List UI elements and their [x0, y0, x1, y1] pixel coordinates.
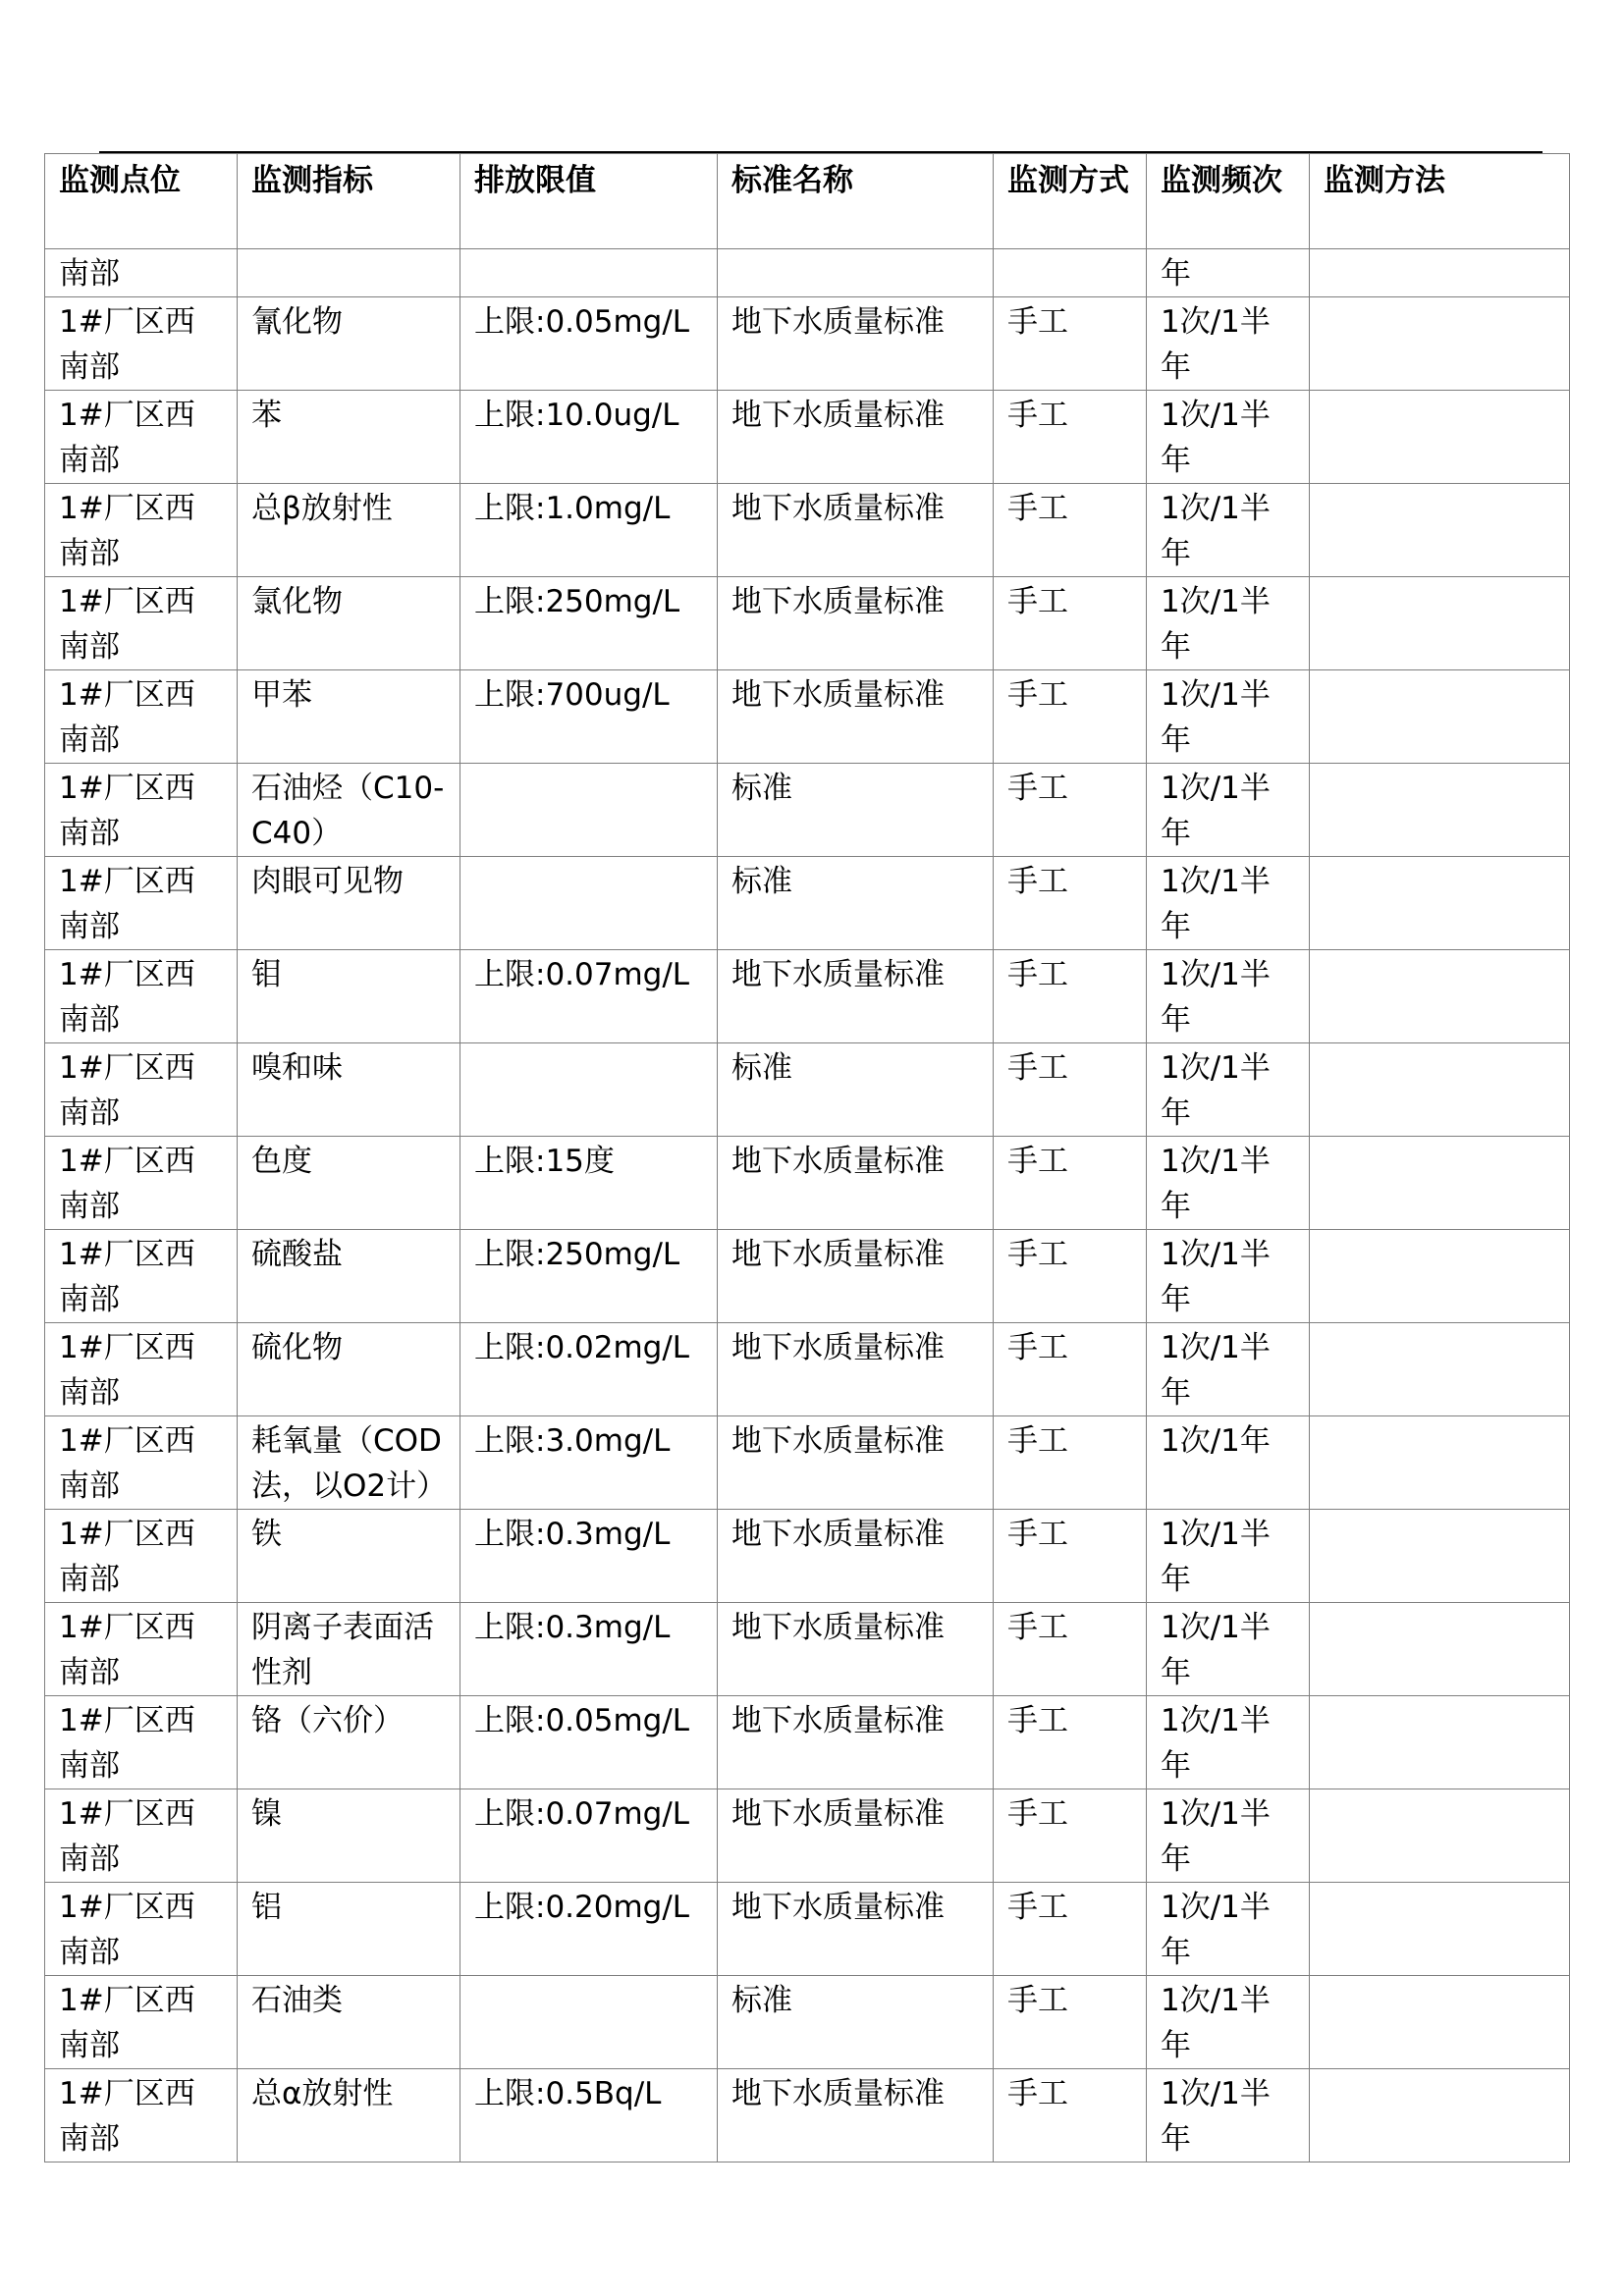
cell-monitoring-frequency: 1次/1半年 [1147, 1137, 1310, 1230]
table-row [45, 857, 1570, 950]
cell-monitoring-method [1310, 297, 1570, 391]
cell-monitoring-indicator: 嗅和味 [238, 1043, 460, 1137]
cell-monitoring-point: 1#厂区西南部 [45, 1696, 238, 1789]
cell-emission-limit: 上限:0.05mg/L [460, 1696, 718, 1789]
table-row [45, 950, 1570, 1043]
cell-standard-name: 地下水质量标准 [718, 1323, 994, 1416]
cell-monitoring-mode: 手工 [994, 670, 1147, 764]
cell-standard-name: 地下水质量标准 [718, 2069, 994, 2163]
table-row [45, 297, 1570, 391]
cell-monitoring-indicator: 铝 [238, 1883, 460, 1976]
table-row [45, 1789, 1570, 1883]
cell-monitoring-method [1310, 2069, 1570, 2163]
cell-emission-limit [460, 857, 718, 950]
cell-monitoring-point: 1#厂区西南部 [45, 1976, 238, 2069]
cell-standard-name: 地下水质量标准 [718, 1696, 994, 1789]
cell-monitoring-mode: 手工 [994, 1976, 1147, 2069]
cell-monitoring-mode: 手工 [994, 1603, 1147, 1696]
cell-monitoring-method [1310, 391, 1570, 484]
cell-monitoring-frequency: 1次/1半年 [1147, 1043, 1310, 1137]
cell-standard-name: 标准 [718, 1043, 994, 1137]
cell-emission-limit [460, 249, 718, 297]
cell-monitoring-frequency: 1次/1半年 [1147, 297, 1310, 391]
header-monitoring-frequency: 监测频次 [1147, 154, 1310, 249]
cell-monitoring-point: 1#厂区西南部 [45, 1043, 238, 1137]
cell-emission-limit: 上限:0.02mg/L [460, 1323, 718, 1416]
cell-standard-name: 地下水质量标准 [718, 1789, 994, 1883]
cell-monitoring-method [1310, 1416, 1570, 1510]
cell-monitoring-method [1310, 484, 1570, 577]
monitoring-table [44, 153, 1570, 2163]
table-row [45, 1603, 1570, 1696]
cell-monitoring-frequency: 1次/1半年 [1147, 2069, 1310, 2163]
cell-emission-limit [460, 764, 718, 857]
cell-monitoring-indicator: 耗氧量（COD法，以O2计） [238, 1416, 460, 1510]
cell-monitoring-point: 1#厂区西南部 [45, 1510, 238, 1603]
cell-emission-limit [460, 1043, 718, 1137]
cell-standard-name: 标准 [718, 857, 994, 950]
cell-emission-limit: 上限:0.3mg/L [460, 1510, 718, 1603]
table-row [45, 1510, 1570, 1603]
cell-emission-limit: 上限:10.0ug/L [460, 391, 718, 484]
cell-standard-name: 地下水质量标准 [718, 297, 994, 391]
header-monitoring-mode: 监测方式 [994, 154, 1147, 249]
cell-standard-name: 地下水质量标准 [718, 391, 994, 484]
cell-monitoring-indicator: 甲苯 [238, 670, 460, 764]
cell-monitoring-point: 1#厂区西南部 [45, 764, 238, 857]
table-row [45, 577, 1570, 670]
cell-standard-name: 地下水质量标准 [718, 1883, 994, 1976]
table-row [45, 1043, 1570, 1137]
cell-monitoring-indicator: 色度 [238, 1137, 460, 1230]
cell-monitoring-method [1310, 764, 1570, 857]
cell-standard-name: 地下水质量标准 [718, 1137, 994, 1230]
cell-monitoring-point: 1#厂区西南部 [45, 577, 238, 670]
cell-monitoring-frequency: 1次/1半年 [1147, 1230, 1310, 1323]
cell-emission-limit: 上限:0.07mg/L [460, 950, 718, 1043]
cell-emission-limit [460, 1976, 718, 2069]
cell-monitoring-frequency: 1次/1半年 [1147, 670, 1310, 764]
table-row [45, 391, 1570, 484]
table-row [45, 1883, 1570, 1976]
cell-monitoring-indicator: 总α放射性 [238, 2069, 460, 2163]
cell-monitoring-indicator: 镍 [238, 1789, 460, 1883]
cell-monitoring-indicator: 肉眼可见物 [238, 857, 460, 950]
table-row [45, 2069, 1570, 2163]
table-row-continuation [45, 249, 1570, 297]
cell-monitoring-mode: 手工 [994, 1883, 1147, 1976]
cell-monitoring-point: 1#厂区西南部 [45, 1416, 238, 1510]
cell-monitoring-indicator: 硫化物 [238, 1323, 460, 1416]
header-monitoring-method: 监测方法 [1310, 154, 1570, 249]
cell-monitoring-method [1310, 1137, 1570, 1230]
cell-monitoring-method [1310, 1510, 1570, 1603]
cell-monitoring-point: 1#厂区西南部 [45, 1789, 238, 1883]
cell-monitoring-point: 1#厂区西南部 [45, 1323, 238, 1416]
cell-monitoring-mode [994, 249, 1147, 297]
cell-emission-limit: 上限:0.3mg/L [460, 1603, 718, 1696]
cell-monitoring-point: 南部 [45, 249, 238, 297]
cell-monitoring-mode: 手工 [994, 1043, 1147, 1137]
table-header-row [45, 154, 1570, 249]
table-row [45, 1976, 1570, 2069]
cell-emission-limit: 上限:15度 [460, 1137, 718, 1230]
table-row [45, 1323, 1570, 1416]
cell-monitoring-indicator: 阴离子表面活性剂 [238, 1603, 460, 1696]
cell-monitoring-method [1310, 577, 1570, 670]
cell-monitoring-indicator: 氯化物 [238, 577, 460, 670]
cell-standard-name: 地下水质量标准 [718, 1603, 994, 1696]
table-row [45, 764, 1570, 857]
cell-monitoring-frequency: 1次/1半年 [1147, 857, 1310, 950]
cell-monitoring-frequency: 1次/1半年 [1147, 764, 1310, 857]
cell-monitoring-mode: 手工 [994, 297, 1147, 391]
table-row [45, 1696, 1570, 1789]
cell-standard-name [718, 249, 994, 297]
cell-emission-limit: 上限:250mg/L [460, 577, 718, 670]
cell-monitoring-mode: 手工 [994, 1696, 1147, 1789]
cell-monitoring-point: 1#厂区西南部 [45, 2069, 238, 2163]
cell-monitoring-method [1310, 857, 1570, 950]
cell-standard-name: 标准 [718, 1976, 994, 2069]
cell-monitoring-method [1310, 1789, 1570, 1883]
cell-monitoring-method [1310, 1603, 1570, 1696]
cell-monitoring-point: 1#厂区西南部 [45, 1137, 238, 1230]
cell-standard-name: 地下水质量标准 [718, 670, 994, 764]
cell-emission-limit: 上限:250mg/L [460, 1230, 718, 1323]
cell-emission-limit: 上限:0.07mg/L [460, 1789, 718, 1883]
cell-monitoring-mode: 手工 [994, 577, 1147, 670]
cell-monitoring-frequency: 1次/1半年 [1147, 950, 1310, 1043]
cell-monitoring-frequency: 1次/1半年 [1147, 1603, 1310, 1696]
cell-monitoring-point: 1#厂区西南部 [45, 1603, 238, 1696]
cell-monitoring-mode: 手工 [994, 484, 1147, 577]
cell-monitoring-indicator [238, 249, 460, 297]
cell-monitoring-mode: 手工 [994, 1789, 1147, 1883]
cell-monitoring-mode: 手工 [994, 1416, 1147, 1510]
cell-monitoring-frequency: 1次/1半年 [1147, 577, 1310, 670]
cell-standard-name: 地下水质量标准 [718, 484, 994, 577]
cell-monitoring-indicator: 石油烃（C10-C40） [238, 764, 460, 857]
cell-monitoring-method [1310, 950, 1570, 1043]
cell-monitoring-point: 1#厂区西南部 [45, 670, 238, 764]
cell-monitoring-mode: 手工 [994, 950, 1147, 1043]
cell-monitoring-point: 1#厂区西南部 [45, 857, 238, 950]
cell-monitoring-frequency: 年 [1147, 249, 1310, 297]
cell-monitoring-point: 1#厂区西南部 [45, 391, 238, 484]
cell-standard-name: 标准 [718, 764, 994, 857]
cell-monitoring-mode: 手工 [994, 1230, 1147, 1323]
cell-monitoring-method [1310, 670, 1570, 764]
cell-monitoring-method [1310, 1230, 1570, 1323]
cell-monitoring-point: 1#厂区西南部 [45, 950, 238, 1043]
cell-monitoring-indicator: 硫酸盐 [238, 1230, 460, 1323]
cell-monitoring-frequency: 1次/1半年 [1147, 1696, 1310, 1789]
header-monitoring-indicator: 监测指标 [238, 154, 460, 249]
cell-monitoring-method [1310, 1696, 1570, 1789]
cell-monitoring-point: 1#厂区西南部 [45, 484, 238, 577]
cell-monitoring-point: 1#厂区西南部 [45, 297, 238, 391]
cell-monitoring-frequency: 1次/1半年 [1147, 484, 1310, 577]
table-row [45, 1137, 1570, 1230]
cell-monitoring-method [1310, 1976, 1570, 2069]
cell-monitoring-mode: 手工 [994, 2069, 1147, 2163]
cell-monitoring-indicator: 铁 [238, 1510, 460, 1603]
cell-monitoring-indicator: 苯 [238, 391, 460, 484]
cell-monitoring-point: 1#厂区西南部 [45, 1230, 238, 1323]
cell-monitoring-frequency: 1次/1半年 [1147, 1789, 1310, 1883]
cell-monitoring-indicator: 总β放射性 [238, 484, 460, 577]
cell-standard-name: 地下水质量标准 [718, 1230, 994, 1323]
cell-monitoring-frequency: 1次/1半年 [1147, 1976, 1310, 2069]
cell-emission-limit: 上限:700ug/L [460, 670, 718, 764]
cell-monitoring-mode: 手工 [994, 1137, 1147, 1230]
cell-monitoring-indicator: 石油类 [238, 1976, 460, 2069]
cell-monitoring-frequency: 1次/1半年 [1147, 1883, 1310, 1976]
cell-standard-name: 地下水质量标准 [718, 1510, 994, 1603]
cell-monitoring-frequency: 1次/1年 [1147, 1416, 1310, 1510]
cell-monitoring-mode: 手工 [994, 1323, 1147, 1416]
cell-emission-limit: 上限:0.05mg/L [460, 297, 718, 391]
cell-emission-limit: 上限:0.20mg/L [460, 1883, 718, 1976]
table-row [45, 1416, 1570, 1510]
cell-monitoring-method [1310, 1043, 1570, 1137]
header-monitoring-point: 监测点位 [45, 154, 238, 249]
cell-monitoring-method [1310, 1883, 1570, 1976]
cell-monitoring-indicator: 铬（六价） [238, 1696, 460, 1789]
table-body [45, 249, 1570, 2163]
table-row [45, 670, 1570, 764]
cell-emission-limit: 上限:0.5Bq/L [460, 2069, 718, 2163]
cell-standard-name: 地下水质量标准 [718, 950, 994, 1043]
cell-monitoring-mode: 手工 [994, 391, 1147, 484]
cell-monitoring-indicator: 氰化物 [238, 297, 460, 391]
cell-monitoring-frequency: 1次/1半年 [1147, 391, 1310, 484]
cell-monitoring-method [1310, 1323, 1570, 1416]
header-standard-name: 标准名称 [718, 154, 994, 249]
table-row [45, 484, 1570, 577]
cell-emission-limit: 上限:3.0mg/L [460, 1416, 718, 1510]
cell-standard-name: 地下水质量标准 [718, 577, 994, 670]
cell-monitoring-mode: 手工 [994, 857, 1147, 950]
cell-monitoring-frequency: 1次/1半年 [1147, 1323, 1310, 1416]
table-row [45, 1230, 1570, 1323]
cell-monitoring-point: 1#厂区西南部 [45, 1883, 238, 1976]
cell-monitoring-method [1310, 249, 1570, 297]
header-emission-limit: 排放限值 [460, 154, 718, 249]
cell-emission-limit: 上限:1.0mg/L [460, 484, 718, 577]
cell-monitoring-mode: 手工 [994, 1510, 1147, 1603]
cell-monitoring-mode: 手工 [994, 764, 1147, 857]
cell-standard-name: 地下水质量标准 [718, 1416, 994, 1510]
cell-monitoring-indicator: 钼 [238, 950, 460, 1043]
cell-monitoring-frequency: 1次/1半年 [1147, 1510, 1310, 1603]
